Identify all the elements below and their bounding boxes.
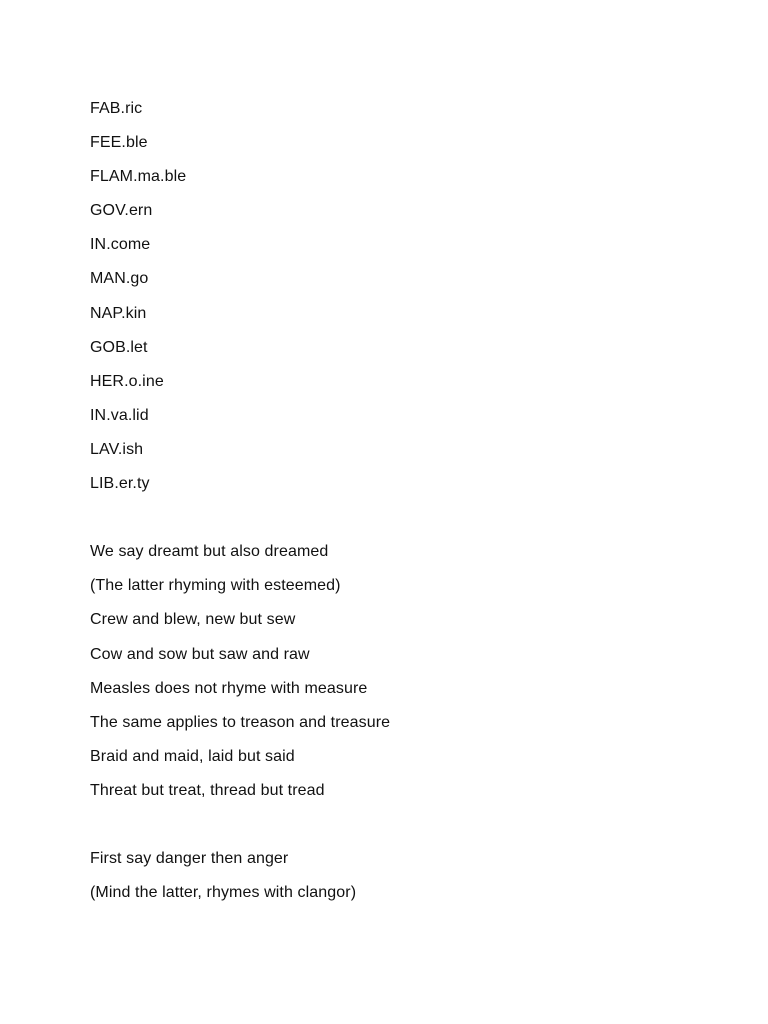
- document-body: [90, 92, 690, 910]
- poem-line: The same applies to treason and treasure: [90, 713, 391, 731]
- poem-line: Measles does not rhyme with measure: [90, 679, 368, 697]
- paragraph-spacer: [90, 808, 690, 842]
- syllable-word: IN.va.lid: [90, 406, 149, 424]
- poem-line: Threat but treat, thread but tread: [90, 781, 325, 799]
- paragraph-spacer: [90, 501, 690, 535]
- syllable-word: NAP.kin: [90, 304, 147, 322]
- syllable-word: FAB.ric: [90, 100, 143, 117]
- poem-line: Braid and maid, laid but said: [90, 747, 295, 765]
- syllable-word: IN.come: [90, 236, 151, 254]
- poem-stanza-2: [90, 842, 690, 910]
- syllable-word: FLAM.ma.ble: [90, 168, 187, 186]
- syllable-word: MAN.go: [90, 270, 149, 288]
- poem-line: (Mind the latter, rhymes with clangor): [90, 884, 357, 902]
- syllable-word: HER.o.ine: [90, 372, 164, 390]
- poem-line: (The latter rhyming with esteemed): [90, 577, 341, 595]
- syllable-word-list: [90, 92, 690, 501]
- poem-stanza-1: [90, 535, 690, 808]
- poem-line: First say danger then anger: [90, 850, 289, 868]
- poem-line: We say dreamt but also dreamed: [90, 543, 329, 561]
- poem-line: Crew and blew, new but sew: [90, 611, 296, 629]
- syllable-word: LAV.ish: [90, 440, 144, 458]
- syllable-word: FEE.ble: [90, 134, 148, 152]
- syllable-word: GOB.let: [90, 338, 148, 356]
- syllable-word: LIB.er.ty: [90, 475, 150, 493]
- syllable-word: GOV.ern: [90, 202, 153, 220]
- poem-line: Cow and sow but saw and raw: [90, 645, 310, 663]
